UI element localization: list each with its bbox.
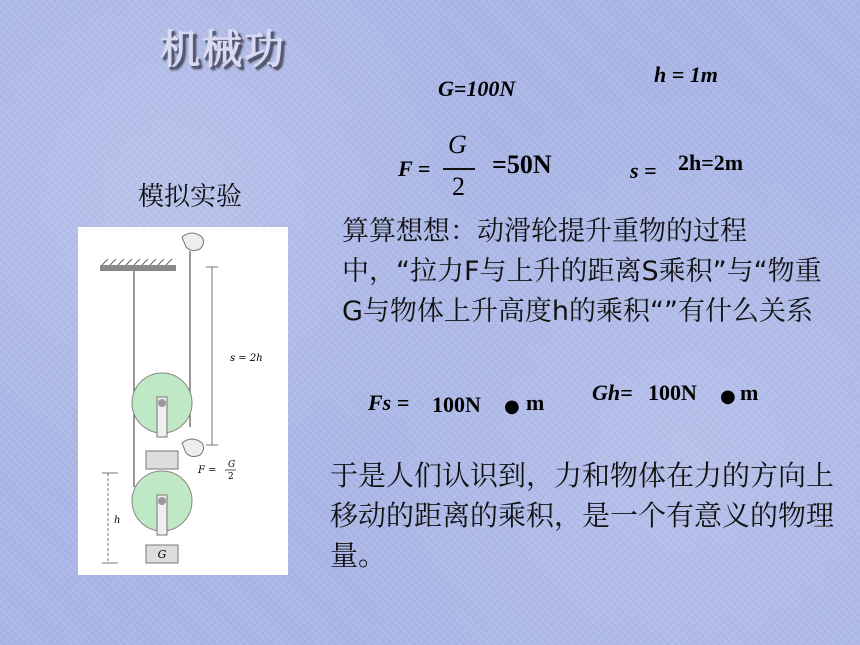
diagram-s-label: s = 2h [230, 353, 263, 364]
formula-Gh-unit: m [740, 380, 759, 405]
multiply-dot-icon: ● [720, 386, 736, 407]
diagram-h-label: h [114, 515, 121, 526]
diagram-F-num: G [228, 460, 236, 470]
pulley-diagram-svg [78, 227, 288, 575]
pulley-diagram [78, 227, 288, 575]
hand-icon [182, 233, 204, 251]
hand-icon [182, 439, 204, 457]
formula-h: h = 1m [654, 62, 718, 87]
formula-Gh-value: 100N [648, 380, 697, 405]
simulation-label: 模拟实验 [138, 182, 243, 212]
formula-F-rhs: =50N [492, 150, 552, 179]
formula-Fs-lhs: Fs = [368, 390, 410, 415]
formula-s-lhs: s = [630, 158, 657, 183]
fraction-bar [443, 168, 475, 170]
ceiling [100, 265, 176, 271]
slide-title: 机械功 [160, 26, 286, 73]
formula-F-denominator: 2 [452, 172, 465, 201]
ceiling-hatch [102, 259, 172, 265]
diagram-F-label: F = [198, 465, 217, 476]
question-paragraph: 算算想想：动滑轮提升重物的过程中，“拉力F与上升的距离S乘积”与“物重G与物体上升高度h的乘积“”有什么关系 [342, 216, 822, 327]
formula-Fs-value: 100N [432, 392, 481, 417]
formula-G: G=100N [438, 76, 516, 101]
formula-Gh-lhs: Gh= [592, 380, 633, 405]
diagram-F-den: 2 [228, 472, 234, 482]
multiply-dot-icon: ● [504, 396, 520, 417]
diagram-G-label: G [157, 548, 167, 561]
formula-Fs-unit: m [526, 390, 545, 415]
formula-F-numerator: G [448, 130, 467, 159]
formula-F-lhs: F = [398, 156, 431, 181]
weight-block [146, 451, 178, 469]
conclusion-paragraph: 于是人们认识到，力和物体在力的方向上移动的距离的乘积，是一个有意义的物理量。 [330, 459, 835, 572]
formula-s-rhs: 2h=2m [678, 150, 744, 175]
